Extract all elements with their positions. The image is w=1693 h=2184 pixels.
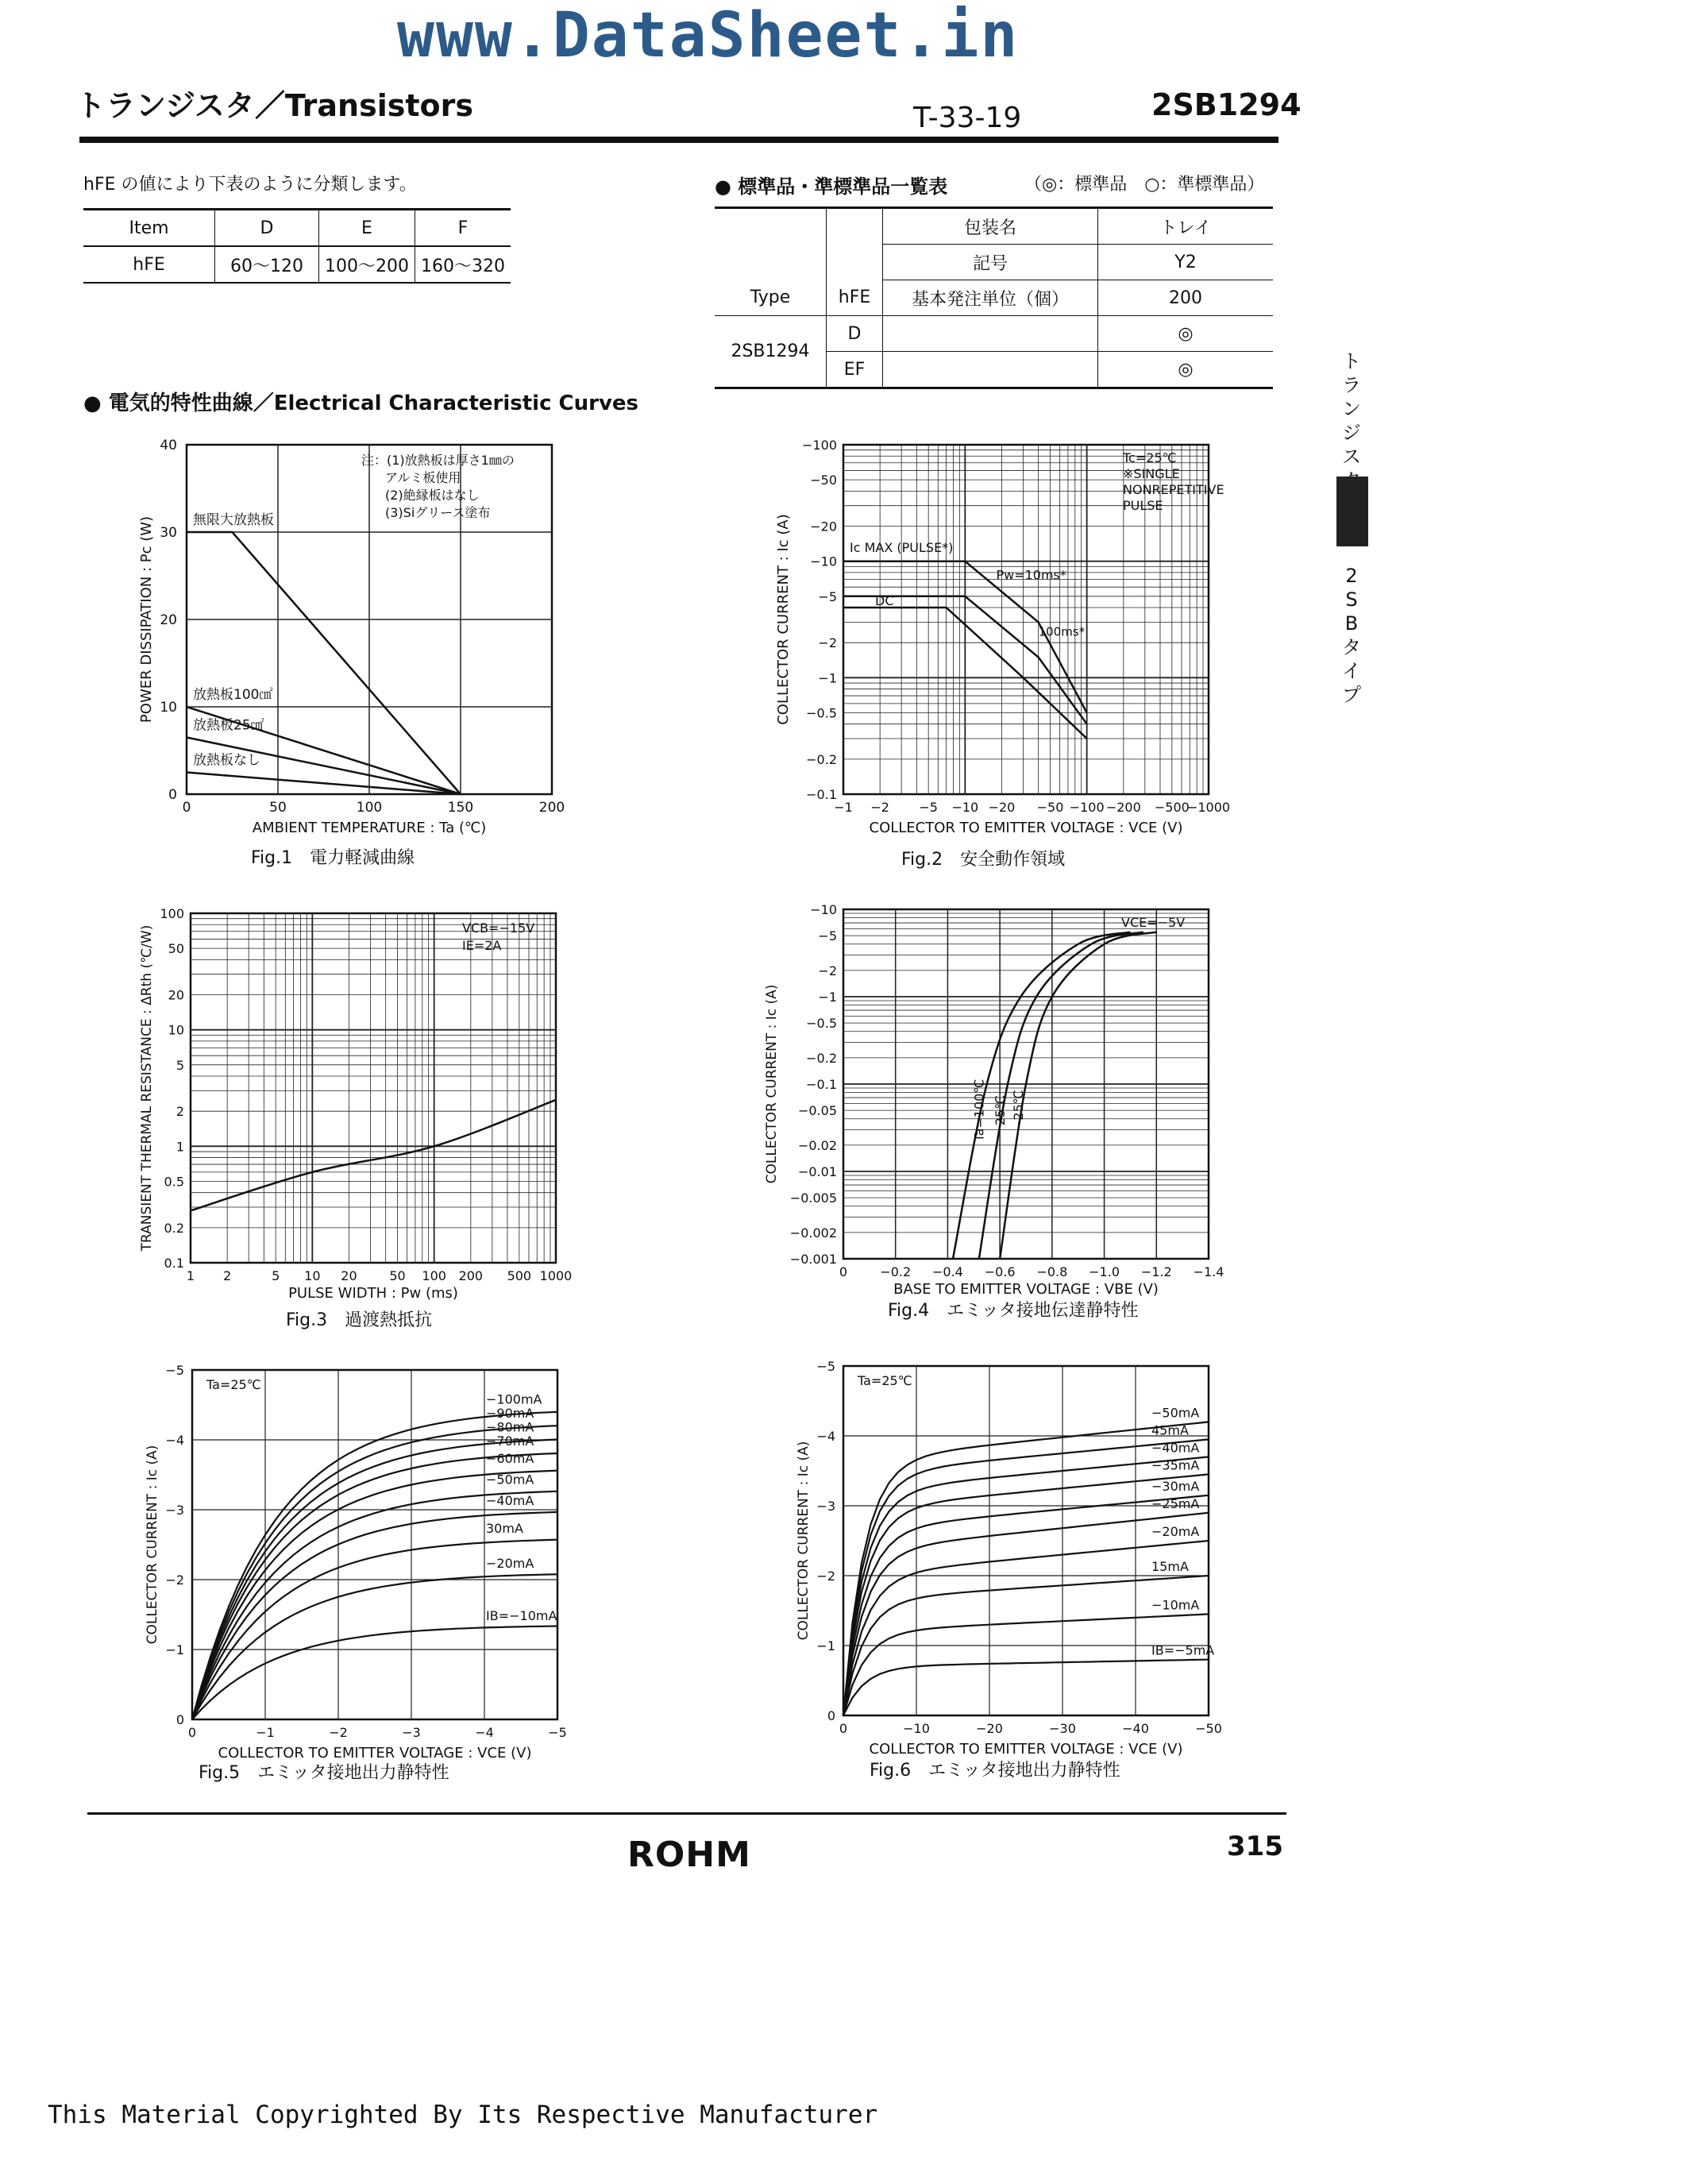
fig6-series-0 <box>843 1660 1209 1715</box>
fig5-series-label: −20mA <box>486 1556 534 1572</box>
fig3-annotation: IE=2A <box>462 938 502 953</box>
fig6-series-label: −30mA <box>1151 1478 1200 1494</box>
fig6-series-label: −10mA <box>1151 1597 1200 1613</box>
fig1-y-tick: 30 <box>160 525 177 541</box>
hfe-value-d: 60～120 <box>215 246 319 283</box>
fig1-y-tick: 40 <box>160 438 177 453</box>
fig2-x-tick: −1000 <box>1186 800 1231 815</box>
fig6-y-tick: −2 <box>816 1569 835 1584</box>
fig4-x-tick: 0 <box>839 1264 848 1279</box>
hfe-header-f: F <box>415 210 511 247</box>
fig3-x-tick: 50 <box>389 1268 406 1283</box>
fig1-y-label: POWER DISSIPATION : Pc (W) <box>138 515 155 723</box>
fig2-y-tick: −0.1 <box>806 787 837 802</box>
part-number: 2SB1294 <box>1151 87 1302 122</box>
fig3-y-tick: 5 <box>175 1057 184 1073</box>
fig6-x-tick: −50 <box>1195 1721 1222 1736</box>
fig2-x-tick: −1 <box>834 800 853 815</box>
fig4-y-tick: −0.02 <box>797 1137 837 1153</box>
page-number: 315 <box>1227 1831 1283 1862</box>
fig4-x-label: BASE TO EMITTER VOLTAGE : VBE (V) <box>893 1281 1159 1298</box>
fig5-x-tick: −2 <box>329 1725 348 1740</box>
fig3-x-tick: 100 <box>422 1268 446 1283</box>
fig4-x-tick: −1.4 <box>1193 1264 1224 1279</box>
fig4-y-tick: −0.5 <box>806 1016 837 1032</box>
fig2-x-tick: −10 <box>951 800 979 815</box>
fig3-series-0 <box>191 1100 556 1210</box>
fig1-series-label: 放熱板25㎠ <box>193 717 264 734</box>
fig3-x-label: PULSE WIDTH : Pw (ms) <box>288 1285 458 1302</box>
fig3-y-tick: 0.1 <box>164 1256 184 1271</box>
fig2-annotation: ※SINGLE <box>1123 466 1180 481</box>
fig2-x-tick: −200 <box>1105 800 1141 815</box>
fig2-y-tick: −0.2 <box>806 751 837 767</box>
fig2-y-tick: −10 <box>810 554 837 569</box>
hfe-value-f: 160～320 <box>415 246 511 283</box>
rohm-logo: ROHM <box>627 1835 751 1875</box>
fig1-series-label: 放熱板100㎠ <box>193 687 273 703</box>
fig1-y-tick: 0 <box>168 787 177 803</box>
fig2-annotation: NONREPETITIVE <box>1123 482 1224 497</box>
fig1-y-tick: 20 <box>160 612 177 628</box>
fig5-x-tick: −1 <box>256 1725 275 1740</box>
fig2-annotation: Ic MAX (PULSE*) <box>850 540 954 556</box>
row-hfe-ef: EF <box>827 352 883 388</box>
fig4-y-tick: −5 <box>818 928 837 944</box>
fig2-y-tick: −2 <box>818 635 837 651</box>
fig4-x-tick: −0.6 <box>984 1264 1016 1279</box>
fig6-series-label: −20mA <box>1151 1524 1200 1539</box>
fig3-x-tick: 5 <box>272 1268 280 1283</box>
standard-products-legend: （◎：標準品 ○：準標準品） <box>1024 175 1265 195</box>
category-title: トランジスタ／Transistors <box>75 88 473 123</box>
fig2-y-tick: −5 <box>818 588 837 604</box>
fig6-series-label: −25mA <box>1151 1495 1200 1511</box>
fig2-y-label: COLLECTOR CURRENT : Ic (A) <box>775 514 792 725</box>
fig4-y-tick: −0.2 <box>806 1050 837 1066</box>
fig6-y-tick: −3 <box>816 1499 835 1514</box>
fig2-y-tick: −0.5 <box>806 705 837 721</box>
fig6-y-label: COLLECTOR CURRENT : Ic (A) <box>796 1441 812 1641</box>
fig5-y-label: COLLECTOR CURRENT : Ic (A) <box>145 1445 160 1645</box>
hfe-header-d: D <box>215 210 319 247</box>
footer-rule <box>87 1812 1286 1815</box>
fig3-caption: Fig.3 過渡熱抵抗 <box>286 1310 433 1330</box>
label-order-unit: 基本発注単位（個） <box>883 280 1098 316</box>
fig2-annotation: DC <box>875 592 894 608</box>
fig1-y-tick: 10 <box>160 700 177 716</box>
document-code: T-33-19 <box>913 102 1022 134</box>
side-label-category: ト ラ ン ジ ス <box>1342 350 1361 468</box>
fig1-note: アルミ板使用 <box>385 470 461 485</box>
fig5-series-label: −100mA <box>486 1391 542 1407</box>
fig3-y-tick: 0.5 <box>164 1174 184 1190</box>
fig6-x-tick: −30 <box>1049 1721 1076 1736</box>
side-label-type: 2 S B タ イ プ <box>1342 565 1361 706</box>
fig1-series-3 <box>187 773 461 795</box>
fig1-x-tick: 0 <box>182 800 191 816</box>
fig5-series-label: IB=−10mA <box>486 1608 557 1624</box>
value-symbol: Y2 <box>1098 245 1274 280</box>
fig6-series-label: −50mA <box>1151 1405 1200 1421</box>
fig2-y-tick: −50 <box>810 473 837 488</box>
fig5-series-8 <box>192 1426 557 1719</box>
fig1-x-tick: 50 <box>269 800 287 816</box>
fig3-annotation: VCB=−15V <box>462 920 535 936</box>
fig5-y-tick: −2 <box>165 1572 184 1588</box>
fig2-annotation: Pw=10ms* <box>996 567 1066 583</box>
fig1-x-tick: 150 <box>447 800 474 816</box>
fig5-y-tick: −4 <box>165 1433 184 1448</box>
fig5-series-label: −50mA <box>486 1472 534 1488</box>
fig3-x-tick: 200 <box>458 1268 484 1283</box>
fig6-x-tick: −40 <box>1122 1721 1149 1736</box>
fig4-x-tick: −0.4 <box>931 1264 963 1279</box>
fig4-series-label: −25℃ <box>1011 1090 1026 1131</box>
fig5-x-tick: −3 <box>402 1725 421 1740</box>
fig3-y-tick: 50 <box>168 941 184 957</box>
site-watermark: www.DataSheet.in <box>397 0 1020 71</box>
fig5-caption: Fig.5 エミッタ接地出力静特性 <box>199 1763 449 1783</box>
fig4-x-tick: −0.2 <box>880 1264 912 1279</box>
fig6-series-label: −40mA <box>1151 1440 1200 1456</box>
label-packaging: 包装名 <box>883 208 1098 245</box>
fig1-series-label: 無限大放熱板 <box>193 512 274 528</box>
hfe-value-e: 100～200 <box>319 246 415 283</box>
fig6-x-tick: −10 <box>903 1721 930 1736</box>
fig5-y-tick: −3 <box>165 1503 184 1518</box>
col-hfe: hFE <box>827 280 883 316</box>
fig3-x-tick: 10 <box>304 1268 321 1283</box>
fig4-y-tick: −0.001 <box>789 1252 837 1267</box>
fig2-annotation: Tc=25℃ <box>1123 450 1177 465</box>
fig4-y-tick: −0.01 <box>797 1164 837 1179</box>
fig5-x-tick: −5 <box>548 1725 567 1740</box>
fig1-note: 注：(1)放熱板は厚さ1㎜の <box>361 453 515 468</box>
fig1-series-label: 放熱板なし <box>193 752 260 769</box>
fig2-x-label: COLLECTOR TO EMITTER VOLTAGE : VCE (V) <box>869 820 1183 836</box>
section-title: ● 電気的特性曲線／Electrical Characteristic Curves <box>83 392 639 415</box>
fig4-series-label: Ta=100℃ <box>971 1078 987 1142</box>
copyright-notice: This Material Copyrighted By Its Respective Manufacturer <box>48 2101 878 2129</box>
fig2-x-tick: −50 <box>1036 800 1064 815</box>
fig4-y-label: COLLECTOR CURRENT : Ic (A) <box>764 984 780 1184</box>
fig6-x-tick: −20 <box>976 1721 1003 1736</box>
fig1-x-tick: 200 <box>538 800 565 816</box>
row-hfe-d: D <box>827 316 883 352</box>
fig6-series-label: 15mA <box>1151 1559 1189 1574</box>
fig3-y-tick: 100 <box>160 906 184 921</box>
fig4-y-tick: −0.005 <box>789 1190 837 1206</box>
fig5-series-label: −90mA <box>486 1406 534 1421</box>
standard-products-title: ● 標準品・準標準品一覧表 <box>715 176 948 198</box>
fig2-x-tick: −5 <box>919 800 938 815</box>
fig2-x-tick: −2 <box>870 800 889 815</box>
hfe-header-e: E <box>319 210 415 247</box>
fig6-y-tick: −4 <box>816 1429 835 1444</box>
fig4-y-tick: −0.1 <box>806 1077 837 1092</box>
hfe-header-item: Item <box>83 210 215 247</box>
fig5-x-tick: −4 <box>475 1725 494 1740</box>
fig4-y-tick: −2 <box>818 963 837 978</box>
type-name: 2SB1294 <box>715 316 827 388</box>
fig5-x-label: COLLECTOR TO EMITTER VOLTAGE : VCE (V) <box>218 1745 532 1761</box>
fig2-y-tick: −20 <box>810 519 837 534</box>
value-order-unit: 200 <box>1098 280 1274 316</box>
row-mark-d: ◎ <box>1098 316 1274 352</box>
fig3-y-label: TRANSIENT THERMAL RESISTANCE : ΔRth (℃/W) <box>139 924 155 1252</box>
fig5-series-label: 30mA <box>486 1521 523 1537</box>
fig3-y-tick: 2 <box>175 1104 184 1120</box>
fig6-y-tick: −1 <box>816 1638 835 1653</box>
fig4-x-tick: −0.8 <box>1036 1264 1068 1279</box>
fig4-y-tick: −1 <box>818 990 837 1005</box>
fig4-y-tick: −10 <box>810 902 837 917</box>
col-type: Type <box>715 280 827 316</box>
fig4-y-tick: −0.002 <box>789 1225 837 1241</box>
fig1-x-tick: 100 <box>356 800 383 816</box>
fig4-caption: Fig.4 エミッタ接地伝達静特性 <box>888 1301 1139 1321</box>
fig3-y-tick: 10 <box>168 1022 184 1038</box>
fig6-series-4 <box>843 1513 1209 1715</box>
fig4-annotation: VCE=−5V <box>1121 915 1186 930</box>
label-symbol: 記号 <box>883 245 1098 280</box>
fig4-x-tick: −1.0 <box>1089 1264 1120 1279</box>
fig6-annotation: Ta=25℃ <box>858 1373 912 1388</box>
fig6-caption: Fig.6 エミッタ接地出力静特性 <box>870 1761 1120 1781</box>
fig2-caption: Fig.2 安全動作領域 <box>901 850 1066 870</box>
fig2-annotation: 100ms* <box>1038 624 1086 639</box>
fig6-series-label: 45mA <box>1151 1422 1189 1438</box>
row-mark-ef: ◎ <box>1098 352 1274 388</box>
fig5-y-tick: 0 <box>175 1712 184 1727</box>
hfe-row-label: hFE <box>83 246 215 283</box>
fig5-series-label: −40mA <box>486 1493 534 1508</box>
fig1-note: (3)Siグリース塗布 <box>385 505 491 520</box>
fig5-series-label: −80mA <box>486 1419 534 1435</box>
fig3-y-tick: 0.2 <box>164 1220 184 1236</box>
fig2-annotation: PULSE <box>1123 498 1163 513</box>
fig2-y-tick: −100 <box>802 438 837 453</box>
fig5-x-tick: 0 <box>187 1725 197 1740</box>
fig5-annotation: Ta=25℃ <box>206 1377 261 1392</box>
fig2-x-tick: −500 <box>1154 800 1190 815</box>
value-packaging: トレイ <box>1098 208 1274 245</box>
fig3-x-tick: 500 <box>507 1268 532 1283</box>
fig1-note: (2)絶縁板はなし <box>385 488 480 503</box>
fig2-x-tick: −20 <box>988 800 1016 815</box>
fig2-x-tick: −100 <box>1069 800 1105 815</box>
fig5-y-tick: −5 <box>165 1363 184 1378</box>
fig1-caption: Fig.1 電力軽減曲線 <box>251 848 415 868</box>
fig1-x-label: AMBIENT TEMPERATURE : Ta (℃) <box>252 820 487 836</box>
fig2-frame <box>843 445 1209 794</box>
fig3-y-tick: 1 <box>175 1139 184 1155</box>
hfe-note: hFE の値により下表のように分類します。 <box>83 175 417 195</box>
fig6-y-tick: −5 <box>816 1359 835 1374</box>
fig3-y-tick: 20 <box>168 987 184 1003</box>
fig6-y-tick: 0 <box>827 1708 835 1723</box>
fig3-frame <box>191 913 556 1263</box>
fig5-y-tick: −1 <box>165 1642 184 1657</box>
fig6-series-1 <box>843 1614 1209 1715</box>
fig4-y-tick: −0.05 <box>797 1103 837 1119</box>
fig5-series-label: −70mA <box>486 1433 534 1449</box>
fig6-x-label: COLLECTOR TO EMITTER VOLTAGE : VCE (V) <box>869 1741 1183 1758</box>
fig3-x-tick: 1 <box>186 1268 195 1283</box>
fig2-y-tick: −1 <box>818 670 837 686</box>
fig5-series-0 <box>192 1626 557 1720</box>
fig5-series-label: −60mA <box>486 1451 534 1467</box>
fig3-x-tick: 20 <box>341 1268 357 1283</box>
fig6-series-label: −35mA <box>1151 1457 1200 1473</box>
fig4-series-label: 25℃ <box>993 1094 1008 1126</box>
fig3-x-tick: 1000 <box>539 1268 573 1283</box>
fig6-x-tick: 0 <box>839 1721 848 1736</box>
fig3-x-tick: 2 <box>223 1268 232 1283</box>
fig6-series-label: IB=−5mA <box>1151 1642 1215 1658</box>
fig4-x-tick: −1.2 <box>1140 1264 1172 1279</box>
